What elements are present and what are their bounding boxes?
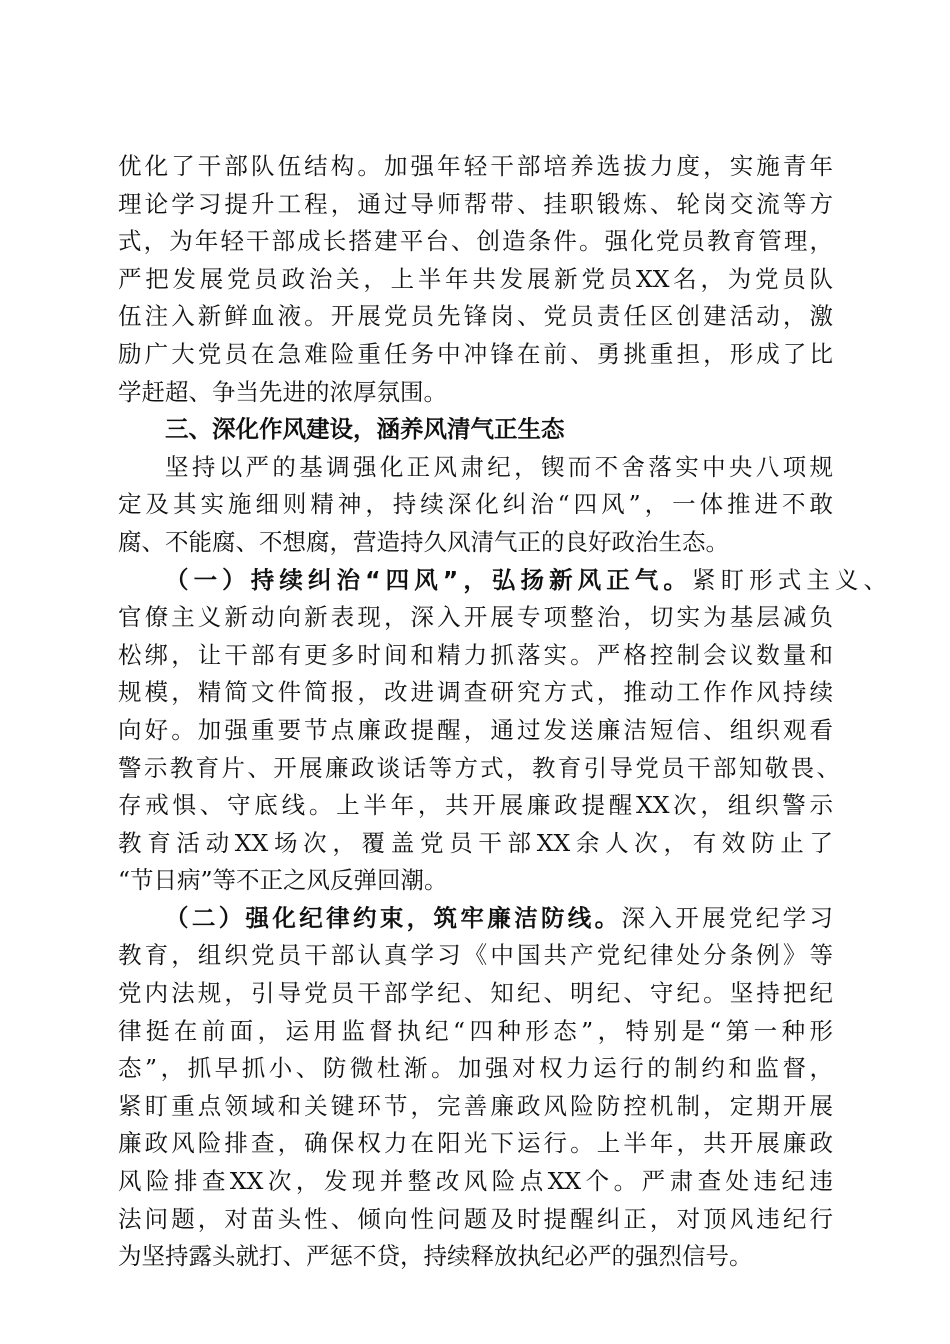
- paragraph-line: 教育活动XX场次，覆盖党员干部XX余人次，有效防止了: [118, 828, 833, 857]
- paragraph-text: 深入开展党纪学习: [621, 903, 833, 932]
- paragraph-line: 风险排查XX次，发现并整改风险点XX个。严肃查处违纪违: [118, 1167, 833, 1196]
- paragraph-line: 学赶超、争当先进的浓厚氛围。: [118, 377, 447, 406]
- paragraph-line: “节日病”等不正之风反弹回潮。: [118, 866, 448, 895]
- paragraph-line: 腐、不能腐、不想腐，营造持久风清气正的良好政治生态。: [118, 527, 729, 556]
- paragraph-line: 坚持以严的基调强化正风肃纪，锲而不舍落实中央八项规: [165, 452, 833, 481]
- paragraph-line: 式，为年轻干部成长搭建平台、创造条件。强化党员教育管理，: [118, 227, 833, 256]
- subsection-first-line: [118, 562, 887, 600]
- paragraph-line: 官僚主义新动向新表现，深入开展专项整治，切实为基层减负: [118, 603, 833, 632]
- paragraph-line: 理论学习提升工程，通过导师帮带、挂职锻炼、轮岗交流等方: [118, 189, 833, 218]
- paragraph-line: 法问题，对苗头性、倾向性问题及时提醒纠正，对顶风违纪行: [118, 1204, 833, 1233]
- subsection-first-line: [118, 900, 833, 938]
- paragraph-line: 松绑，让干部有更多时间和精力抓落实。严格控制会议数量和: [118, 640, 833, 669]
- paragraph-line: 励广大党员在急难险重任务中冲锋在前、勇挑重担，形成了比: [118, 339, 833, 368]
- paragraph-line: 态”，抓早抓小、防微杜渐。加强对权力运行的制约和监督，: [118, 1054, 833, 1083]
- paragraph-line: 警示教育片、开展廉政谈话等方式，教育引导党员干部知敬畏、: [118, 753, 840, 782]
- paragraph-line: 规模，精简文件简报，改进调查研究方式，推动工作作风持续: [118, 678, 833, 707]
- document-page: [118, 148, 887, 1276]
- paragraph-line: 严把发展党员政治关，上半年共发展新党员XX名，为党员队: [118, 264, 833, 293]
- paragraph-line: 廉政风险排查，确保权力在阳光下运行。上半年，共开展廉政: [118, 1129, 833, 1158]
- paragraph-line: 紧盯重点领域和关键环节，完善廉政风险防控机制，定期开展: [118, 1091, 833, 1120]
- paragraph-line: 存戒惧、守底线。上半年，共开展廉政提醒XX次，组织警示: [118, 791, 833, 820]
- paragraph-line: 向好。加强重要节点廉政提醒，通过发送廉洁短信、组织观看: [118, 715, 833, 744]
- paragraph-line: 为坚持露头就打、严惩不贷，持续释放执纪必严的强烈信号。: [118, 1242, 753, 1271]
- paragraph-line: 伍注入新鲜血液。开展党员先锋岗、党员责任区创建活动，激: [118, 302, 833, 331]
- paragraph-line: 优化了干部队伍结构。加强年轻干部培养选拔力度，实施青年: [118, 152, 833, 180]
- paragraph-line: 教育，组织党员干部认真学习《中国共产党纪律处分条例》等: [118, 941, 833, 970]
- subsection-heading: （一）持续纠治“四风”，弘扬新风正气。: [165, 565, 692, 594]
- paragraph-line: 定及其实施细则精神，持续深化纠治“四风”，一体推进不敢: [118, 490, 833, 519]
- subsection-heading: （二）强化纪律约束，筑牢廉洁防线。: [165, 903, 622, 932]
- paragraph-text: 紧盯形式主义、: [692, 565, 887, 594]
- section-heading: 三、深化作风建设，涵养风清气正生态: [165, 415, 565, 444]
- paragraph-line: 律挺在前面，运用监督执纪“四种形态”，特别是“第一种形: [118, 1016, 833, 1045]
- paragraph-line: 党内法规，引导党员干部学纪、知纪、明纪、守纪。坚持把纪: [118, 979, 833, 1008]
